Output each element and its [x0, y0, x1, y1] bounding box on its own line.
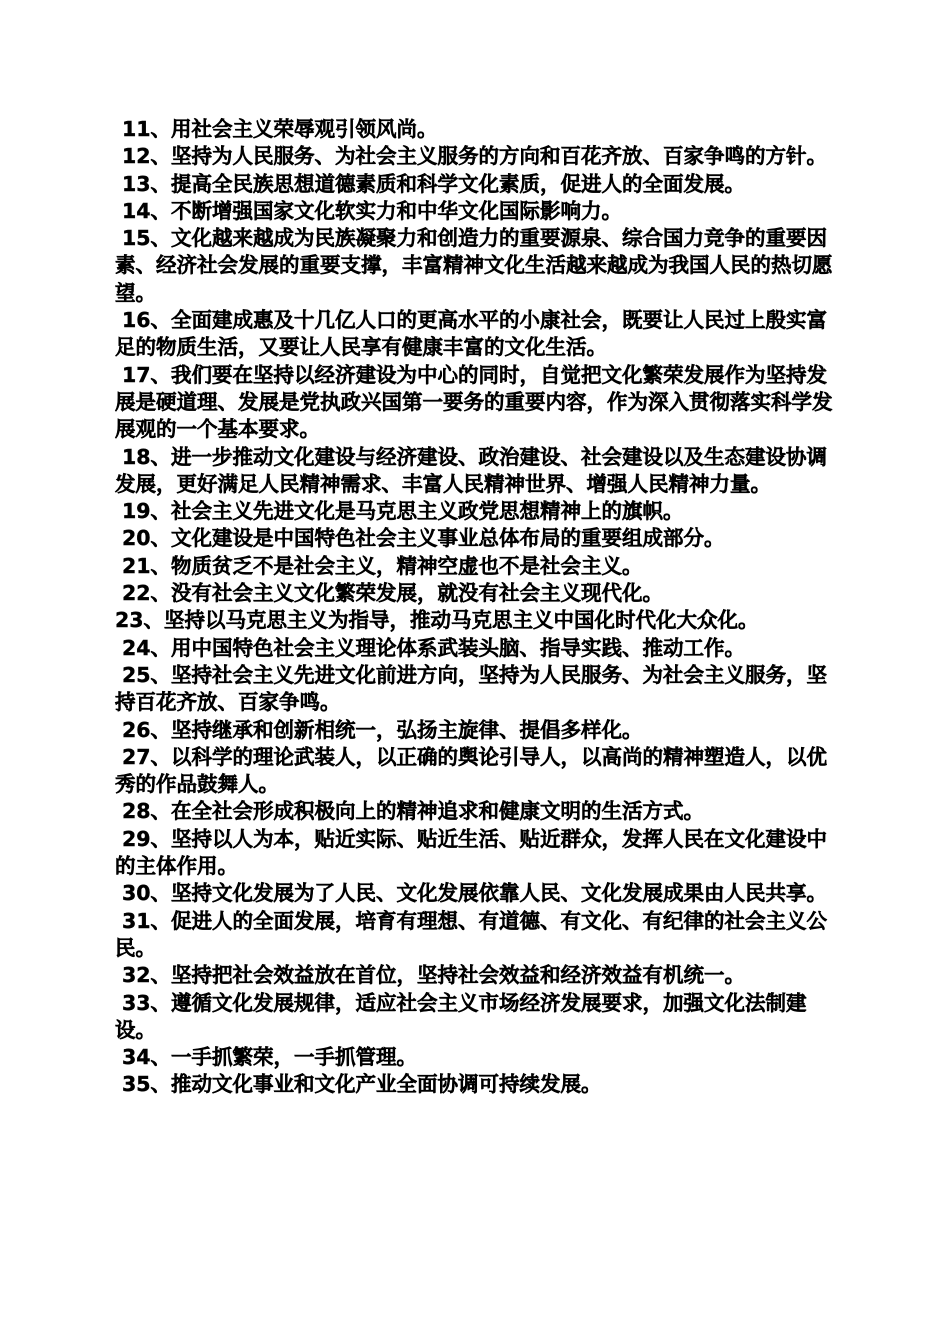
list-item-13: 13、提高全民族思想道德素质和科学文化素质，促进人的全面发展。 — [122, 171, 746, 196]
list-item-35: 35、推动文化事业和文化产业全面协调可持续发展。 — [122, 1072, 602, 1097]
list-item-11: 11、用社会主义荣辱观引领风尚。 — [122, 117, 438, 141]
list-item-29: 29、坚持以人为本，贴近实际、贴近生活、贴近群众，发挥人民在文化建设中的主体作用。 — [115, 826, 828, 879]
list-item-20: 20、文化建设是中国特色社会主义事业总体布局的重要组成部分。 — [122, 526, 725, 551]
list-item-32: 32、坚持把社会效益放在首位，坚持社会效益和经济效益有机统一。 — [122, 963, 746, 988]
list-item-21: 21、物质贫乏不是社会主义，精神空虚也不是社会主义。 — [122, 553, 643, 578]
list-item-18: 18、进一步推动文化建设与经济建设、政治建设、社会建设以及生态建设协调发展，更好满足人民精神需求、丰富人民精神世界、增强人民精神力量。 — [115, 444, 828, 496]
list-item-24: 24、用中国特色社会主义理论体系武装头脑、指导实践、推动工作。 — [122, 635, 746, 660]
list-item-16: 16、全面建成惠及十几亿人口的更高水平的小康社会，既要让人民过上殷实富足的物质生活，又要让人民享有健康丰富的文化生活。 — [115, 308, 828, 360]
list-item-15: 15、文化越来越成为民族凝聚力和创造力的重要源泉、综合国力竞争的重要因素、经济社会发展的重要支撑，丰富精神文化生活越来越成为我国人民的热切愿望。 — [115, 226, 833, 305]
list-item-22: 22、没有社会主义文化繁荣发展，就没有社会主义现代化。 — [122, 581, 664, 606]
list-item-23: 23、坚持以马克思主义为指导，推动马克思主义中国化时代化大众化。 — [115, 608, 759, 633]
list-item-14: 14、不断增强国家文化软实力和中华文化国际影响力。 — [122, 198, 623, 223]
list-item-31: 31、促进人的全面发展，培育有理想、有道德、有文化、有纪律的社会主义公民。 — [115, 908, 828, 960]
list-item-19: 19、社会主义先进文化是马克思主义政党思想精神上的旗帜。 — [122, 499, 684, 524]
list-item-27: 27、以科学的理论武装人，以正确的舆论引导人，以高尚的精神塑造人，以优秀的作品鼓舞人。 — [115, 744, 828, 797]
list-item-12: 12、坚持为人民服务、为社会主义服务的方向和百花齐放、百家争鸣的方针。 — [122, 144, 828, 169]
list-item-26: 26、坚持继承和创新相统一，弘扬主旋律、提倡多样化。 — [122, 717, 643, 742]
list-item-17: 17、我们要在坚持以经济建设为中心的同时，自觉把文化繁荣发展作为坚持发展是硬道理、发展是党执政兴国第一要务的重要内容，作为深入贯彻落实科学发展观的一个基本要求。 — [115, 362, 833, 442]
list-item-30: 30、坚持文化发展为了人民、文化发展依靠人民、文化发展成果由人民共享。 — [122, 881, 828, 906]
list-item-25: 25、坚持社会主义先进文化前进方向，坚持为人民服务、为社会主义服务，坚持百花齐放、百家争鸣。 — [115, 662, 828, 715]
list-item-28: 28、在全社会形成积极向上的精神追求和健康文明的生活方式。 — [122, 799, 705, 824]
list-item-33: 33、遵循文化发展规律，适应社会主义市场经济发展要求，加强文化法制建设。 — [115, 990, 807, 1042]
list-item-34: 34、一手抓繁荣，一手抓管理。 — [122, 1045, 418, 1070]
document-body — [115, 116, 837, 1099]
